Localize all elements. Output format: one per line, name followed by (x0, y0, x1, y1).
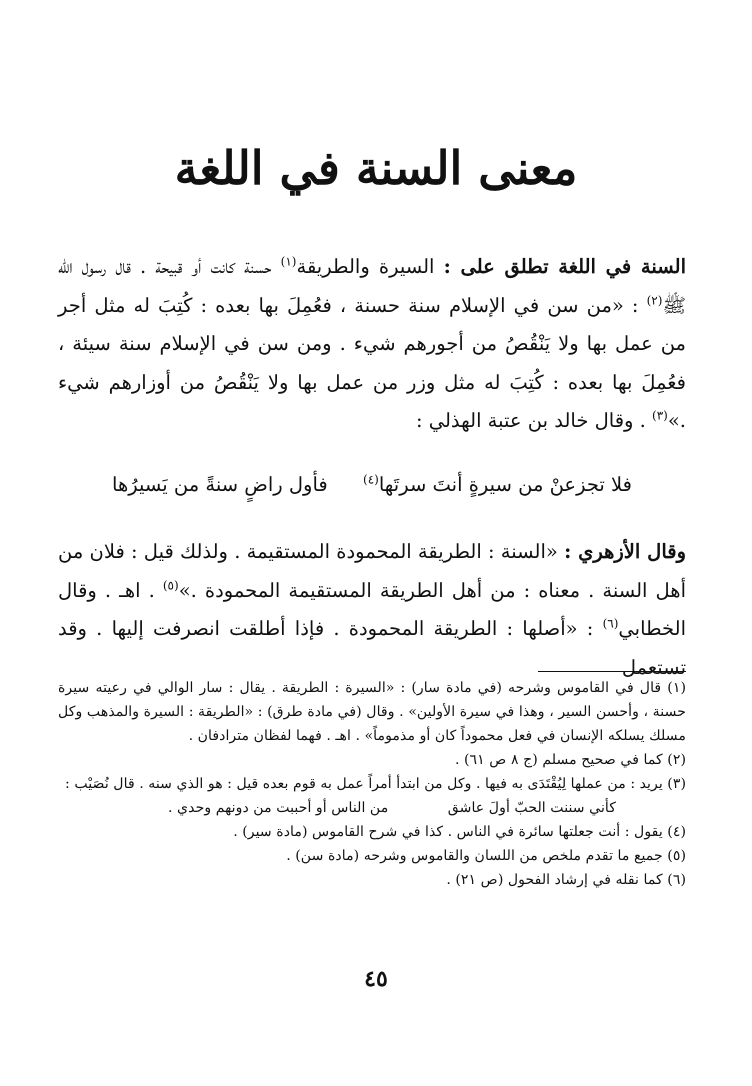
footnote-2: (٢) كما في صحيح مسلم (ج ٨ ص ٦١) . (454, 752, 686, 768)
chapter-title: معنى السنة في اللغة (174, 141, 578, 195)
footnote-ref-6[interactable]: (٦) (602, 616, 619, 631)
lead-phrase: السنة في اللغة تطلق على : (443, 255, 686, 278)
paragraph-1 (58, 248, 686, 441)
footnotes (58, 676, 686, 892)
page-number: ٤٥ (364, 966, 388, 992)
azhari-quote: «السنة : الطريقة المحمودة المستقيمة . ولذلك قيل : فلان من أهل السنة . معناه : من أهل الطريقة المستقيمة المحمودة .» (58, 540, 686, 602)
paragraph-text: . اهـ . وقال الخطابي (58, 578, 686, 640)
footnote-verse (168, 796, 616, 820)
footnote-ref-5[interactable]: (٥) (162, 578, 179, 592)
footnote-verse-second: من الناس أو أحببت من دونهم وحدي . (168, 800, 389, 816)
footnote-ref-2[interactable]: (٢) (646, 293, 663, 307)
footnote-6: (٦) كما نقله في إرشاد الفحول (ص ٢١) . (446, 872, 686, 888)
footnote-ref-4[interactable]: (٤) (363, 472, 379, 487)
paragraph-text: . وقال خالد بن عتبة الهذلي : (415, 409, 653, 432)
footnote-5: (٥) جميع ما تقدم ملخص من اللسان والقاموس وشرحه (مادة سن) . (286, 848, 686, 864)
verse-second-hemistich: فأول راضٍ سنةً من يَسيرُها (112, 473, 328, 496)
verse-first-hemistich: فلا تجزعنْ من سيرةٍ أنتَ سرتَها$^{(٤)}$ (363, 472, 632, 496)
hadith-quote: : «من سن في الإسلام سنة حسنة ، فعُمِلَ بها بعده : كُتِبَ له مثل أجر من عمل بها ولا يَنْقُصُ من أجورهم شيء . ومن سن في الإسلام سنة سيئة ، فعُمِلَ بها بعده : كُتِبَ له مثل وزر من عمل بها ولا يَنْقُصُ من أوزارهم شيء .» (58, 293, 686, 432)
poetry-verse (112, 466, 632, 504)
footnote-ref-1[interactable]: (١) (280, 254, 297, 269)
footnote-verse-first: كأني سننت الحبّ أولَ عاشق (447, 800, 616, 816)
khattabi-quote: : «أصلها : الطريقة المحمودة . فإذا أطلقت انصرفت إليها . وقد تستعمل (58, 617, 686, 679)
paragraph-text: السيرة والطريقة (296, 255, 444, 278)
footnote-1: (١) قال في القاموس وشرحه (في مادة سار) : «السيرة : الطريقة . يقال : سار الوالي في رعيته سيرة حسنة ، وأحسن السير ، وهذا في سيرة الأولين» . وقال (في مادة طرق) : «الطريقة : السيرة والمذهب وكل مسلك يسلكه الإنسان في فعل محموداً كان أو مذموماً» . اهـ . فهما لفظان مترادفان . (58, 680, 686, 744)
paragraph-2 (58, 533, 686, 687)
lead-phrase: وقال الأزهري : (564, 540, 686, 563)
paragraph-text: حسنة كانت أو قبيحة . قال رسول الله ﷺ (58, 255, 686, 317)
footnote-3: (٣) يريد : من عملها لِيُقْتَدَى به فيها . وكل من ابتدأ أمراً عمل به قوم بعده قيل : هو الذي سنه . قال نُصَيْب : (65, 776, 686, 792)
footnote-4: (٤) يقول : أنت جعلتها سائرة في الناس . كذا في شرح القاموس (مادة سير) . (233, 824, 686, 840)
footnote-separator (538, 671, 686, 672)
footnote-ref-3[interactable]: (٣) (652, 408, 668, 423)
